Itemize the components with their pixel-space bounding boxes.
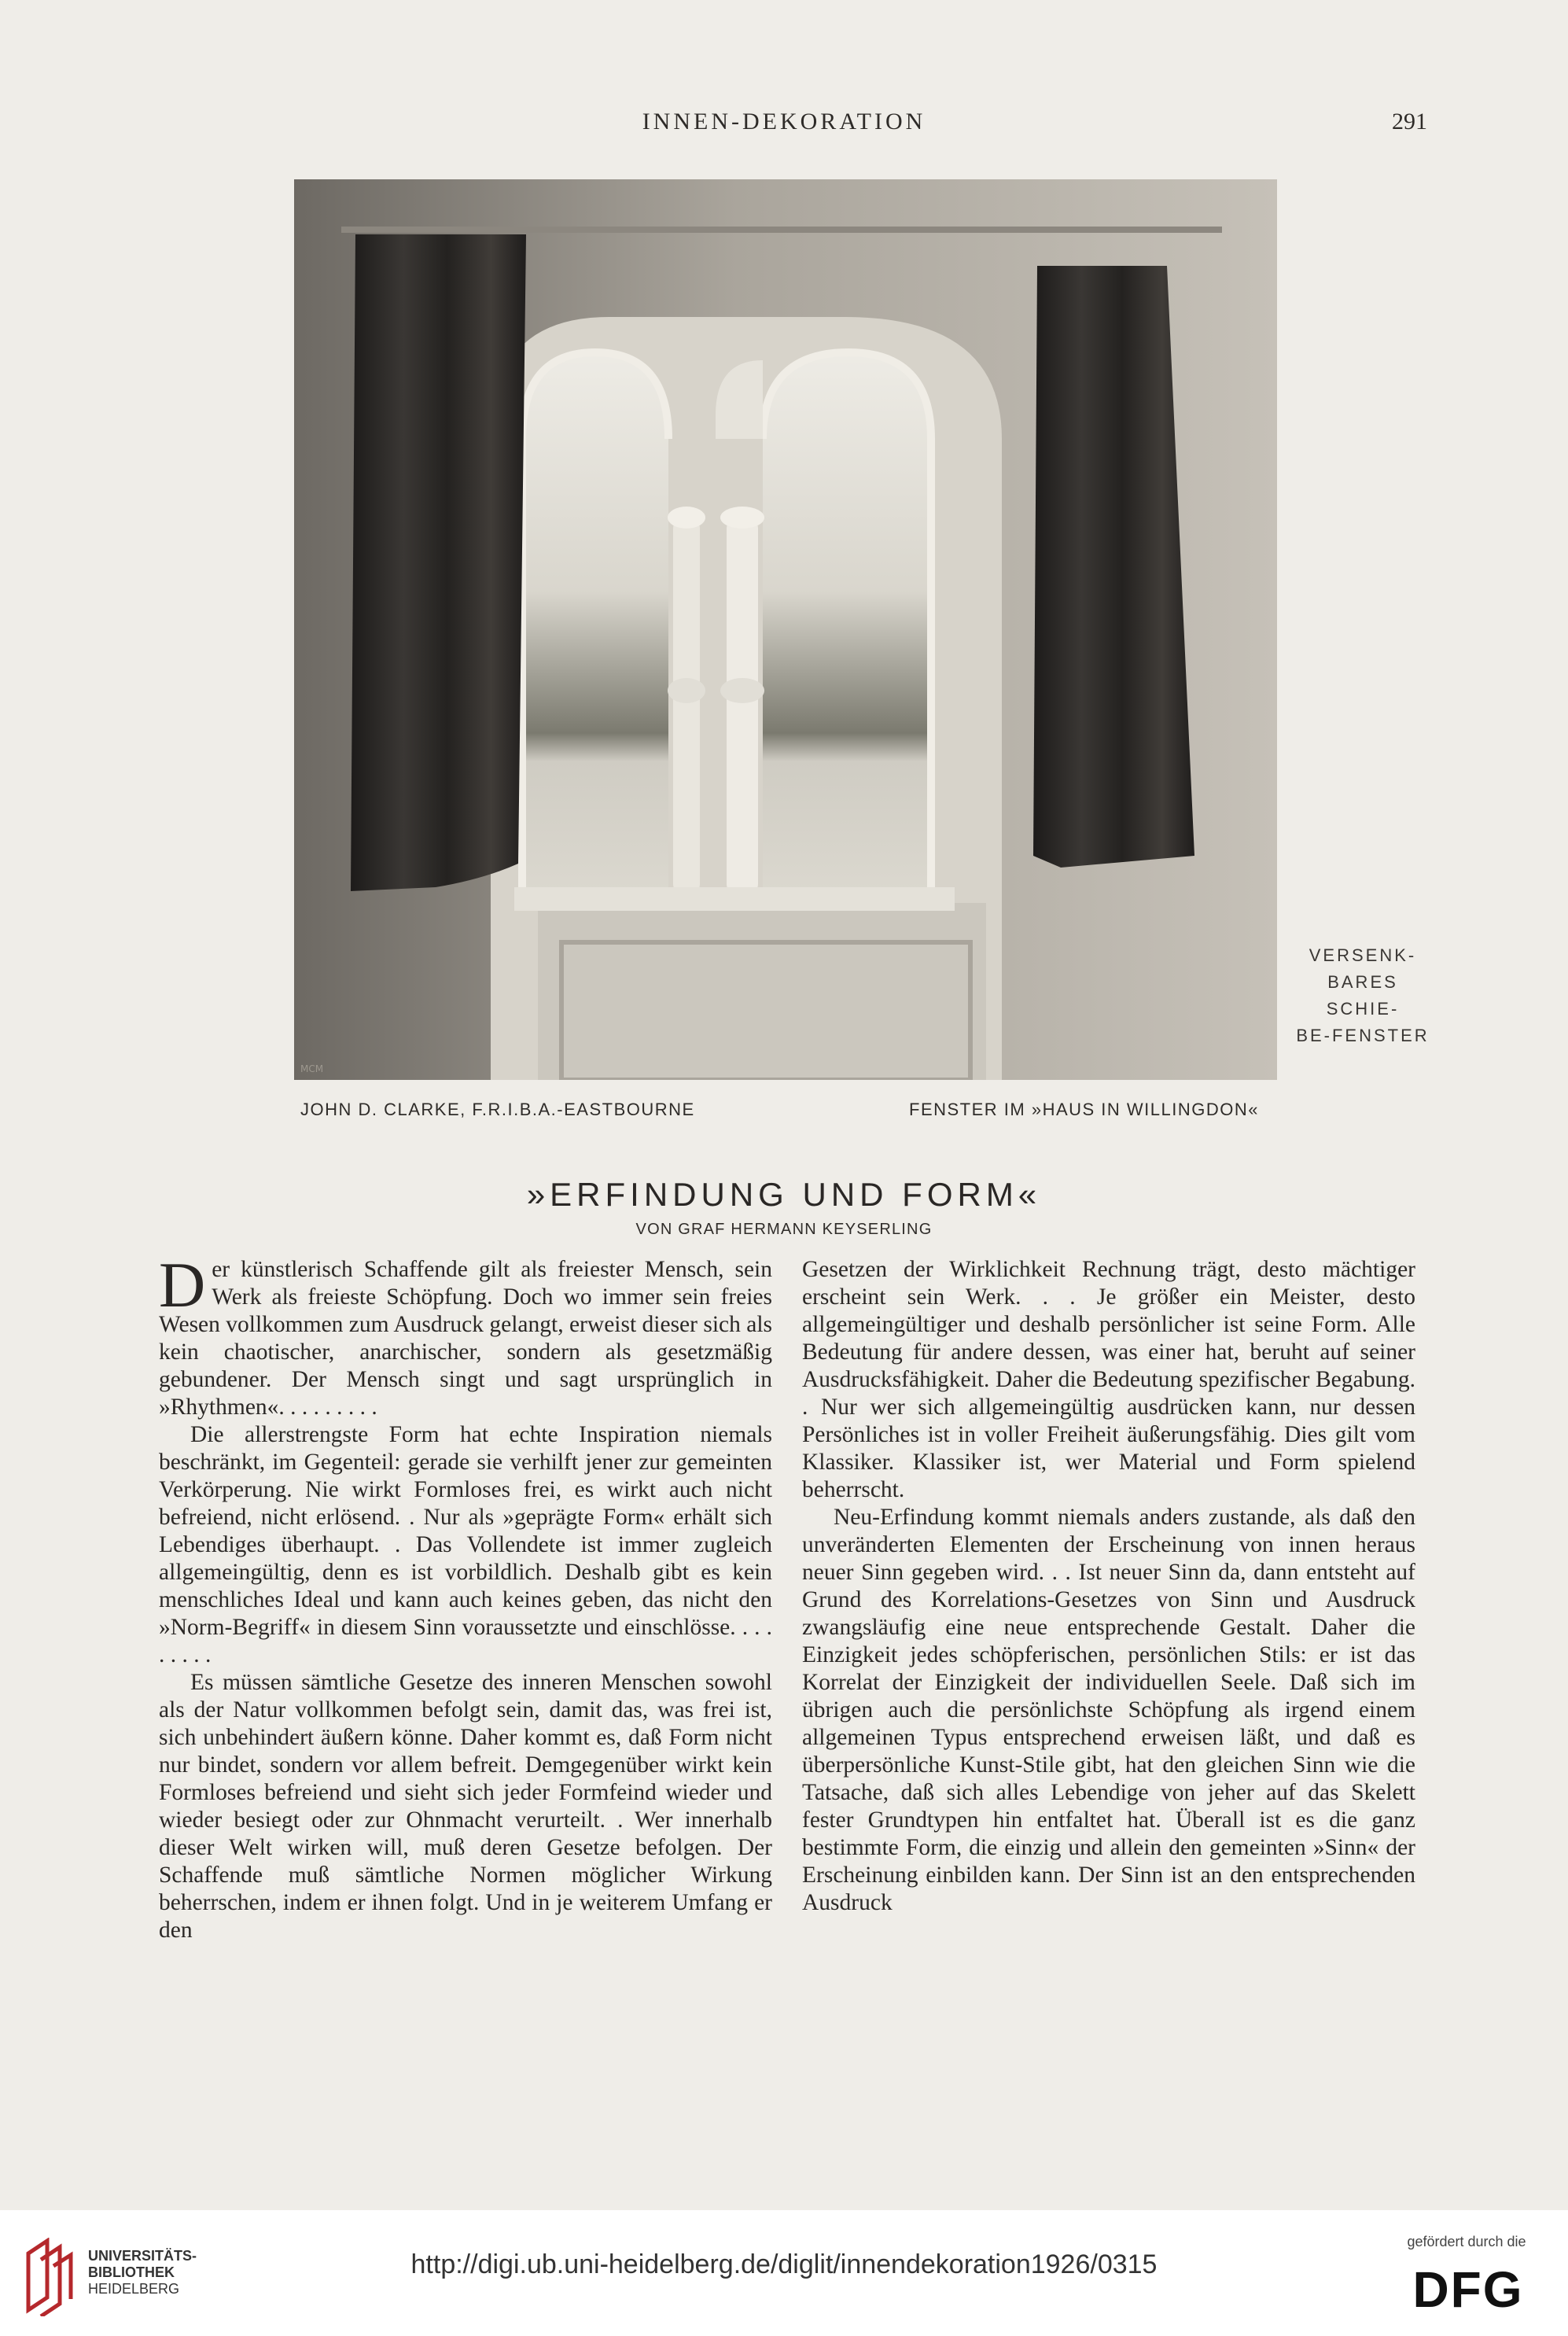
institution-line: HEIDELBERG [88, 2281, 180, 2297]
side-caption-line: BE-FENSTER [1296, 1026, 1430, 1045]
side-caption-line: BARES SCHIE- [1326, 972, 1400, 1019]
window-photograph [294, 179, 1277, 1080]
running-head: INNEN-DEKORATION [642, 109, 926, 134]
text-column-right [802, 1256, 1415, 1917]
institution-line: UNIVERSITÄTS- [88, 2248, 197, 2264]
paragraph [159, 1249, 773, 1421]
paragraph: Gesetzen der Wirklichkeit Rechnung trägt, desto mächtiger erscheint sein Werk. . . Je größer ein Meister, desto allgemeingültiger und deshalb persönlicher ist seine Form. Alle Bedeutung für andere dessen, was einer hat, beruht auf seiner Ausdrucksfähigkeit. Daher die Bedeutung spezifischer Begabung. . Nur wer sich allgemeingültig ausdrücken kann, nur dessen Persönliches ist in voller Freiheit äußerungsfähig. Dies gilt vom Klassiker. Klassiker ist, wer Material und Form spielend beherrscht. [802, 1257, 1415, 1502]
article-title: »ERFINDUNG UND FORM« [526, 1176, 1042, 1213]
text-column-left [159, 1249, 773, 1944]
photo-credit: JOHN D. CLARKE, F.R.I.B.A.-EASTBOURNE [300, 1100, 695, 1119]
paragraph: Neu-Erfindung kommt niemals anders zustande, als daß den unveränderten Elementen der Erscheinung von innen heraus neuer Sinn gegeben wird. . . Ist neuer Sinn da, dann entsteht auf Grund des Korrelations-Gesetzes von Sinn und Ausdruck zwangsläufig eine neue entsprechende Gestalt. Daher die Einzigkeit jedes schöpferischen, persönlichen Stils: er ist das Korrelat der Einzigkeit der individuellen Seele. Daß sich im übrigen auch die persönlichste Schöpfung als irgend einem allgemeinen Typus entsprechend erweisen läßt, und daß es überpersönliche Kunst-Stile gibt, hat den gleichen Sinn wie die Tatsache, daß sich alles Lebendige von jeher auf das Skelett fester Grundtypen hin entfaltet hat. Überall ist es die ganz bestimmte Form, die einzig und allein den gemeinten »Sinn« der Erscheinung einbilden kann. Der Sinn ist an den entsprechenden Ausdruck [802, 1505, 1415, 1915]
funding-note: gefördert durch die [1407, 2234, 1526, 2249]
page-number: 291 [1392, 109, 1427, 134]
source-url-link[interactable]: http://digi.ub.uni-heidelberg.de/diglit/innendekoration1926/0315 [410, 2249, 1158, 2279]
svg-text:MCM: MCM [300, 1063, 324, 1074]
paragraph: Es müssen sämtliche Gesetze des inneren Menschen sowohl als der Natur vollkommen befolgt sein, damit das, was frei ist, sich unbehindert äußern könne. Daher kommt es, daß Form nicht nur bindet, sondern vor allem befreit. Demgegenüber wirkt kein Formloses befreiend und sieht sich jeder Formfeind wieder und wieder besiegt oder zur Ohnmacht verurteilt. . Wer innerhalb dieser Welt wirken will, muß deren Gesetze befolgen. Der Schaffende muß sämtliche Normen möglicher Wirkung beherrschen, indem er ihnen folgt. Und in je weiterem Umfang er den [159, 1670, 772, 1943]
institution-line: BIBLIOTHEK [88, 2264, 175, 2280]
paragraph: Die allerstrengste Form hat echte Inspiration niemals beschränkt, im Gegenteil: gerade sie verhilft jener zur gemeinten Verkörperung. Nie wirkt Formloses frei, es wirkt auch nicht befreiend, nicht erlösend. . Nur als »geprägte Form« erhält sich Lebendiges überhaupt. . Das Vollendete ist immer zugleich allgemeingültig, denn es ist vorbildlich. Deshalb gibt es kein menschliches Ideal und kann auch keines geben, das nicht den »Norm-Begriff« in diesem Sinn voraussetzte und einschlösse. . . . . . . . . [159, 1422, 772, 1667]
dfg-logo: DFG [1412, 2261, 1524, 2318]
drop-cap: D [159, 1249, 206, 1321]
side-caption [1296, 942, 1430, 1049]
byline: VON GRAF HERMANN KEYSERLING [635, 1221, 933, 1238]
photo-title: FENSTER IM »HAUS IN WILLINGDON« [909, 1100, 1260, 1119]
side-caption-line: VERSENK- [1309, 945, 1417, 965]
paragraph-text: er künstlerisch Schaffende gilt als freiester Mensch, sein Werk als freieste Schöpfung. Doch wo immer sein freies Wesen vollkommen zum Ausdruck gelangt, erweist dieser sich als kein chaotischer, anarchischer, sondern als gesetzmäßig gebundener. Der Mensch singt und sagt ursprünglich in »Rhythmen«. . . . . . . . . [159, 1257, 773, 1420]
